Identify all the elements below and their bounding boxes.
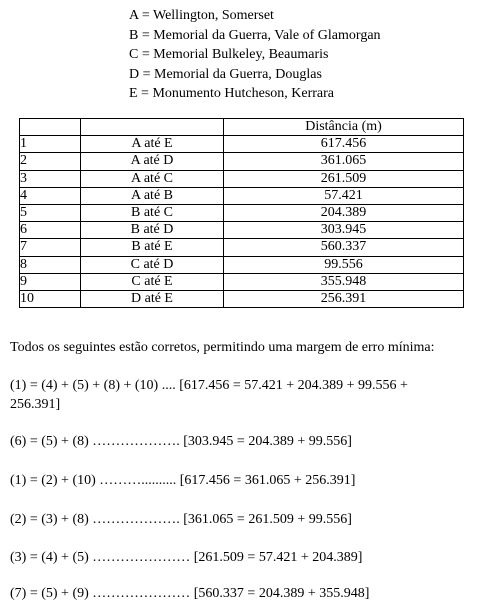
equation-5: (3) = (4) + (5) ………………… [261.509 = 57.421 + 204.389] xyxy=(10,550,363,565)
header-cell-pair xyxy=(81,119,224,136)
row-index: 10 xyxy=(20,290,81,307)
table-row xyxy=(20,170,464,187)
legend-item-e: E = Monumento Hutcheson, Kerrara xyxy=(129,86,335,101)
row-pair: D até E xyxy=(81,290,224,307)
table-row xyxy=(20,273,464,290)
row-index: 7 xyxy=(20,239,81,256)
legend-item-d: D = Memorial da Guerra, Douglas xyxy=(129,66,322,82)
equation-6: (7) = (5) + (9) ………………… [560.337 = 204.389 + 355.948] xyxy=(10,586,370,601)
header-cell-index xyxy=(20,119,81,136)
row-pair: C até E xyxy=(81,273,224,290)
table-row xyxy=(20,204,464,221)
location-legend xyxy=(129,6,381,104)
table-row xyxy=(20,136,464,153)
equation-4: (2) = (3) + (8) ………………. [361.065 = 261.509 + 99.556] xyxy=(10,512,352,527)
row-index: 4 xyxy=(20,187,81,204)
row-distance: 57.421 xyxy=(224,187,464,204)
table-row xyxy=(20,187,464,204)
row-distance: 99.556 xyxy=(224,256,464,273)
row-index: 3 xyxy=(20,170,81,187)
row-distance: 261.509 xyxy=(224,170,464,187)
table-row xyxy=(20,153,464,170)
row-pair: A até D xyxy=(81,153,224,170)
equation-3: (1) = (2) + (10) ……….......... [617.456 = 361.065 + 256.391] xyxy=(10,473,356,488)
row-distance: 303.945 xyxy=(224,222,464,239)
row-index: 9 xyxy=(20,273,81,290)
table-row xyxy=(20,239,464,256)
row-index: 6 xyxy=(20,222,81,239)
row-pair: B até E xyxy=(81,239,224,256)
legend-item-b: B = Memorial da Guerra, Vale of Glamorgan xyxy=(129,27,381,43)
distance-table xyxy=(19,118,464,308)
equation-2: (6) = (5) + (8) ………………. [303.945 = 204.389 + 99.556] xyxy=(10,434,352,449)
row-pair: A até C xyxy=(81,170,224,187)
row-distance: 204.389 xyxy=(224,204,464,221)
equation-line-continued: 256.391] xyxy=(10,397,61,412)
intro-text: Todos os seguintes estão corretos, permitindo uma margem de erro mínima: xyxy=(10,340,435,355)
row-pair: B até C xyxy=(81,204,224,221)
row-distance: 361.065 xyxy=(224,153,464,170)
row-pair: A até E xyxy=(81,136,224,153)
table-row xyxy=(20,290,464,307)
row-pair: A até B xyxy=(81,187,224,204)
row-index: 8 xyxy=(20,256,81,273)
row-index: 2 xyxy=(20,153,81,170)
row-distance: 355.948 xyxy=(224,273,464,290)
legend-item-c: C = Memorial Bulkeley, Beaumaris xyxy=(129,47,329,62)
equation-1 xyxy=(10,376,408,414)
row-index: 1 xyxy=(20,136,81,153)
row-pair: C até D xyxy=(81,256,224,273)
row-distance: 256.391 xyxy=(224,290,464,307)
header-cell-distance: Distância (m) xyxy=(224,119,464,136)
row-distance: 560.337 xyxy=(224,239,464,256)
table-row xyxy=(20,222,464,239)
equation-line: (1) = (4) + (5) + (8) + (10) .... [617.456 = 57.421 + 204.389 + 99.556 + xyxy=(10,378,408,393)
row-pair: B até D xyxy=(81,222,224,239)
row-index: 5 xyxy=(20,204,81,221)
row-distance: 617.456 xyxy=(224,136,464,153)
table-header-row xyxy=(20,119,464,136)
table-row xyxy=(20,256,464,273)
legend-item-a: A = Wellington, Somerset xyxy=(129,8,274,23)
